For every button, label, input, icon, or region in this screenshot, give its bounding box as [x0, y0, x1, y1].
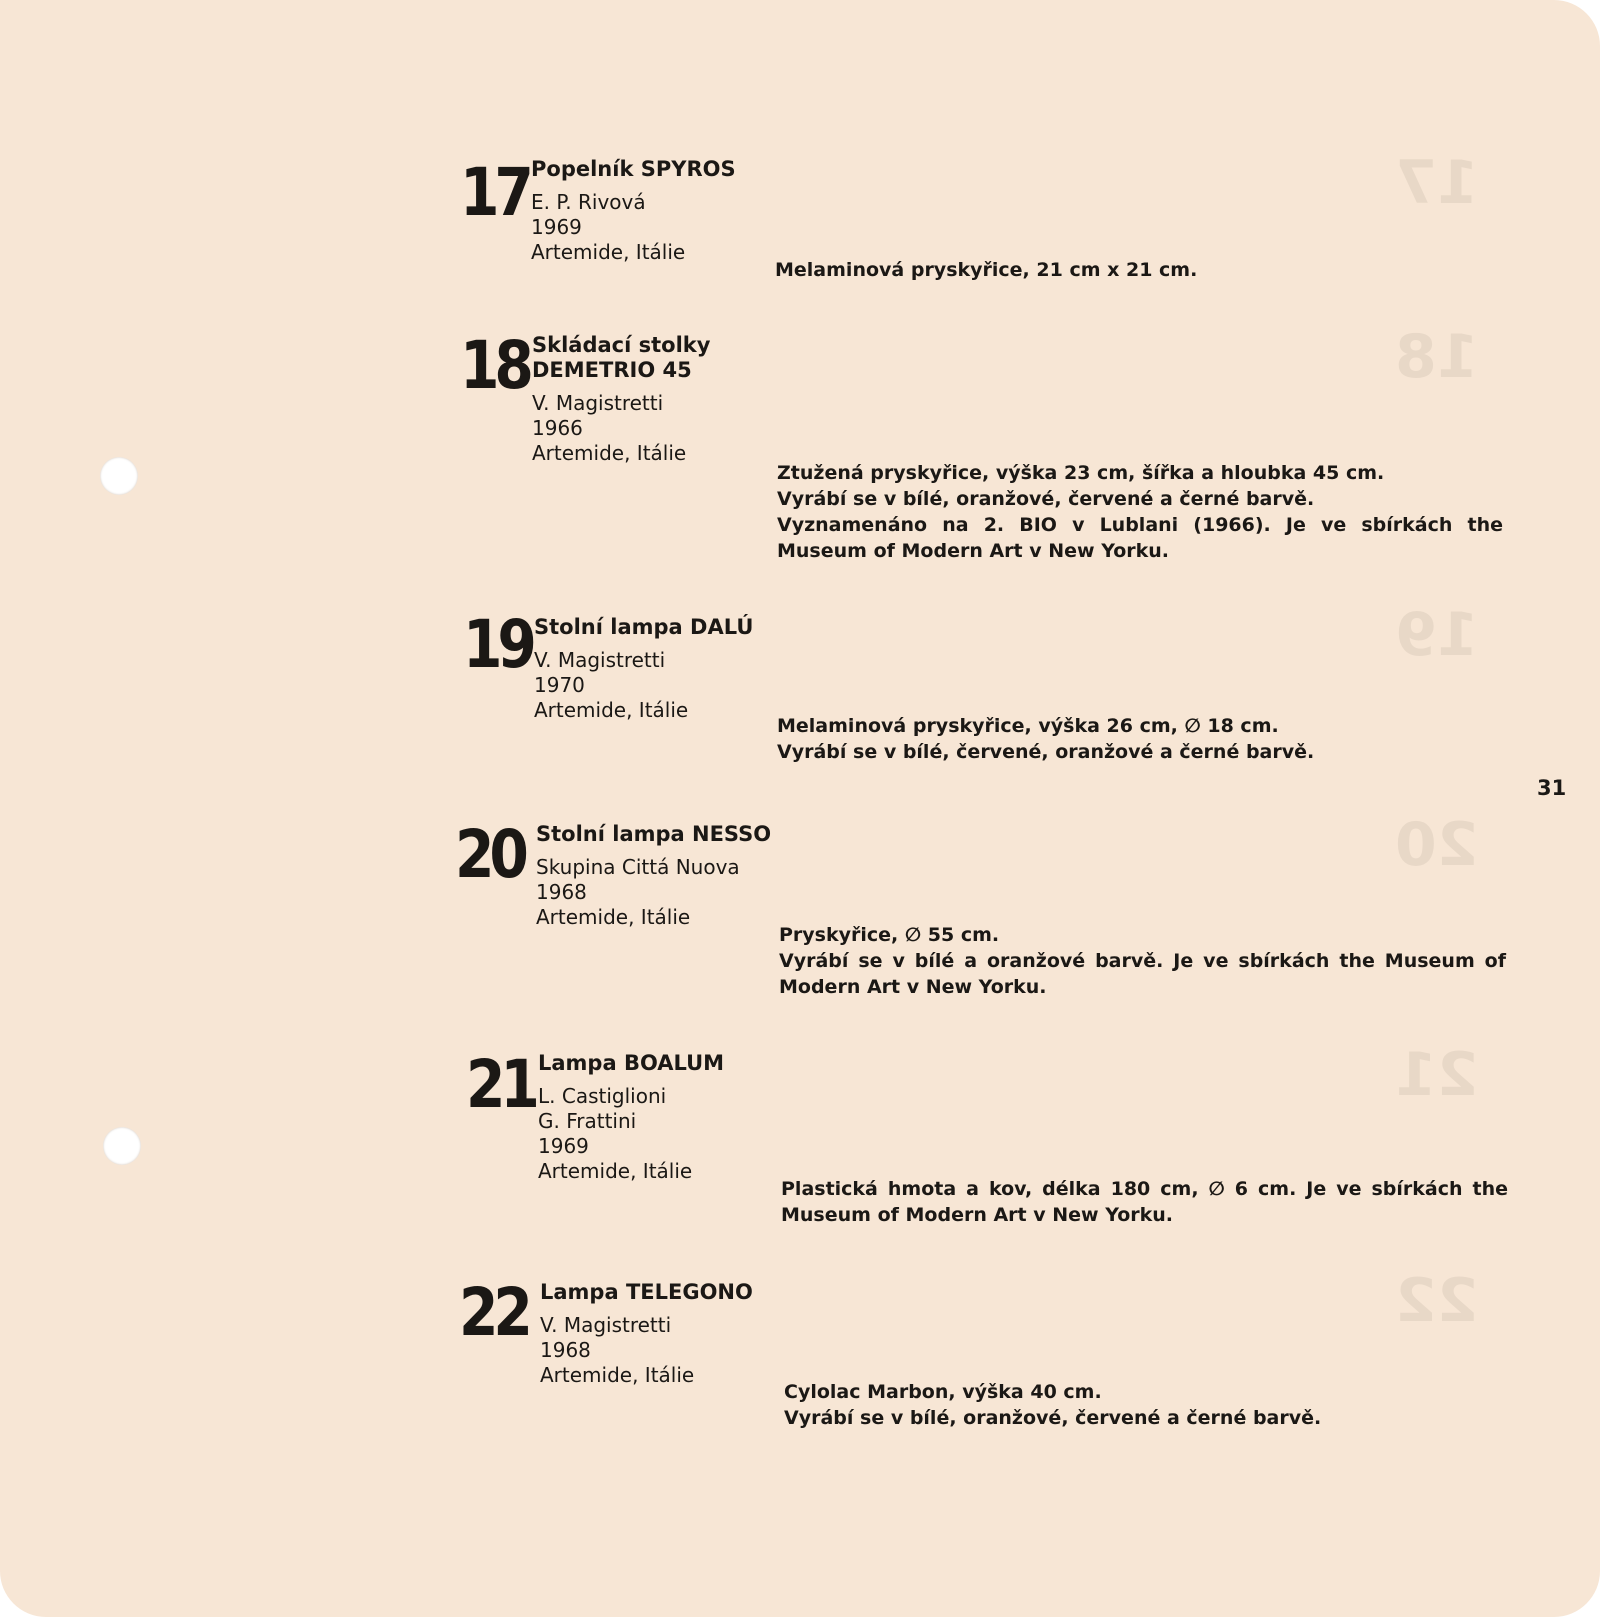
entry-year: 1968 — [540, 1338, 591, 1362]
entry-number: 17 — [460, 154, 529, 231]
entry-title: Popelník SPYROS — [531, 157, 736, 181]
description-line: Ztužená pryskyřice, výška 23 cm, šířka a hloubka 45 cm. — [777, 462, 1385, 484]
entry-description — [777, 713, 1503, 765]
entry-number: 20 — [455, 816, 524, 893]
entry-description — [779, 922, 1506, 1000]
description-line: Museum of Modern Art v New Yorku. — [777, 540, 1170, 562]
entry-designer: E. P. Rivová — [531, 190, 646, 214]
entry-year: 1969 — [538, 1134, 589, 1158]
description-line: Pryskyřice, ∅ 55 cm. — [779, 924, 1000, 946]
entry-description — [784, 1379, 1504, 1431]
entry-designer: V. Magistretti — [540, 1313, 672, 1337]
entry-description — [777, 460, 1503, 564]
description-line: Vyznamenáno na 2. BIO v Lublani (1966). Je ve sbírkách the — [777, 514, 1503, 536]
entry-description — [775, 257, 1495, 283]
entry-designer: L. Castiglioni — [538, 1084, 667, 1108]
catalog-page: 17 18 19 20 21 22 17 Popelník SPYROS E. P. Rivová 1969 Artemide, Itálie Melaminová pryskyřice, 21 cm x 21 cm. 18 Skládací stolky DEMETRIO 45 V. Magistretti 1966 Artemide, Itálie Ztužená pryskyřice, výška 23 cm, šířka a hloubka 45 cm. Vyrábí se v bílé, oranžové, červené a černé barvě. Vyznamenáno na 2. BIO v Lublani (1966). Je ve sbírkách the Museum of Modern Art v New Yorku. 19 Stolní lampa DALÚ V. Magistretti 1970 Artemide, Itálie Melaminová pryskyřice, výška 26 cm, ∅ 18 cm. Vyrábí se v bílé, červené, oranžové a černé barvě. 31 20 Stolní lampa NESSO Skupina Cittá Nuova 1968 Artemide, Itálie Pryskyřice, ∅ 55 cm. Vyrábí se v bílé a oranžové barvě. Je ve sbírkách the Museum of Modern Art v New Yorku. 21 Lampa BOALUM L. Castiglioni G. Frattini 1969 Artemide, Itálie Plastická hmota a kov, délka 180 cm, ∅ 6 cm. Je ve sbírkách the Museum of Modern Art v New Yorku. 22 Lampa TELEGONO V. Magistretti 1968 Artemide, Itálie Cylolac Marbon, výška 40 cm. Vyrábí se v bílé, oranžové, červené a černé barvě. — [0, 0, 1600, 1617]
description-line: Vyrábí se v bílé, červené, oranžové a černé barvě. — [777, 741, 1315, 763]
entry-manufacturer: Artemide, Itálie — [532, 441, 687, 465]
entry-year: 1969 — [531, 215, 582, 239]
entry-title: Lampa TELEGONO — [540, 1280, 753, 1304]
entry-designer: G. Frattini — [538, 1109, 637, 1133]
entry-manufacturer: Artemide, Itálie — [536, 905, 691, 929]
binder-hole-top — [100, 457, 138, 495]
entry-designer: V. Magistretti — [532, 391, 664, 415]
description-line: Melaminová pryskyřice, 21 cm x 21 cm. — [775, 259, 1198, 281]
description-line: Plastická hmota a kov, délka 180 cm, ∅ 6 cm. Je ve sbírkách the — [781, 1178, 1508, 1200]
description-line: Vyrábí se v bílé a oranžové barvě. Je ve sbírkách the Museum of — [779, 950, 1506, 972]
entry-year: 1970 — [534, 673, 585, 697]
entry-designer: Skupina Cittá Nuova — [536, 855, 740, 879]
entry-number: 19 — [463, 606, 532, 683]
entry-number: 18 — [460, 327, 529, 404]
entry-info — [532, 333, 710, 466]
entry-number: 21 — [466, 1046, 535, 1123]
entry-year: 1966 — [532, 416, 583, 440]
entry-info — [536, 822, 771, 930]
page-number: 31 — [1537, 776, 1567, 800]
entry-manufacturer: Artemide, Itálie — [538, 1159, 693, 1183]
entry-info — [534, 615, 753, 723]
entry-title: Skládací stolky — [532, 333, 711, 357]
entry-manufacturer: Artemide, Itálie — [531, 240, 686, 264]
entry-number: 22 — [459, 1274, 528, 1351]
description-line: Melaminová pryskyřice, výška 26 cm, ∅ 18 cm. — [777, 715, 1279, 737]
binder-hole-bottom — [103, 1127, 141, 1165]
entry-title: Stolní lampa NESSO — [536, 822, 772, 846]
entry-title: Lampa BOALUM — [538, 1051, 725, 1075]
entry-info — [531, 157, 736, 265]
description-line: Cylolac Marbon, výška 40 cm. — [784, 1381, 1102, 1403]
entry-description — [781, 1176, 1508, 1228]
description-line: Vyrábí se v bílé, oranžové, červené a černé barvě. — [777, 488, 1315, 510]
description-line: Modern Art v New Yorku. — [779, 976, 1047, 998]
entry-manufacturer: Artemide, Itálie — [534, 698, 689, 722]
entry-title: DEMETRIO 45 — [532, 358, 692, 382]
description-line: Vyrábí se v bílé, oranžové, červené a černé barvě. — [784, 1407, 1322, 1429]
entry-manufacturer: Artemide, Itálie — [540, 1363, 695, 1387]
entry-title: Stolní lampa DALÚ — [534, 615, 754, 639]
description-line: Museum of Modern Art v New Yorku. — [781, 1204, 1174, 1226]
entry-info — [538, 1051, 724, 1184]
entry-info — [540, 1280, 753, 1388]
entry-year: 1968 — [536, 880, 587, 904]
entry-designer: V. Magistretti — [534, 648, 666, 672]
